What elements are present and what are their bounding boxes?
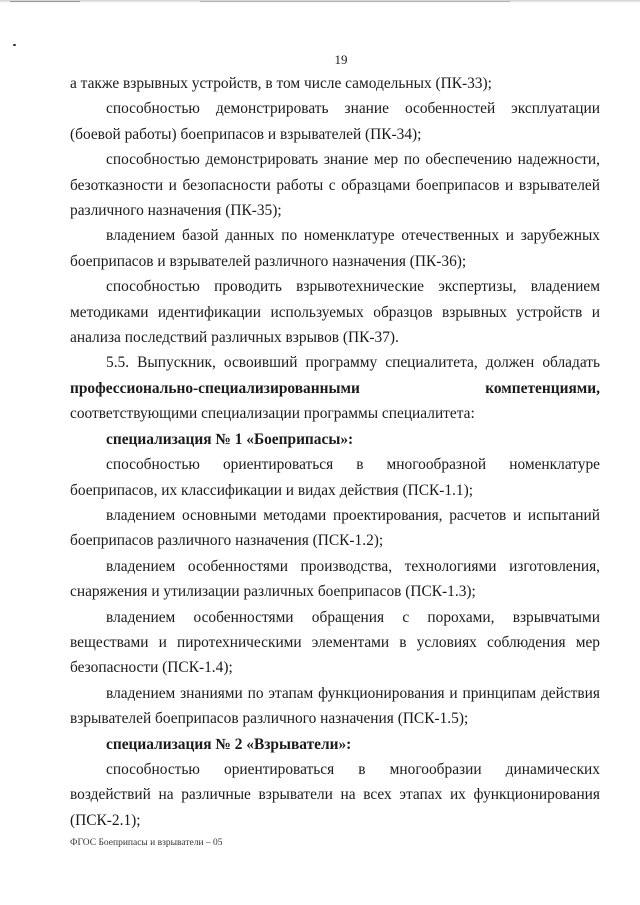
scan-artifact-line [200,1,510,2]
specialization-1-heading: специализация № 1 «Боеприпасы»: [106,430,354,448]
paragraph: способностью демонстрировать знание особенностей эксплуатации (боевой работы) боеприпасов и взрывателей (ПК-34); [70,100,600,143]
page-number: 19 [334,52,348,67]
scan-artifact-line [10,1,80,2]
document-body [70,71,600,833]
list-item: владением знаниями по этапам функционирования и принципам действия взрывателей боеприпасов различного назначения (ПСК-1.5); [70,684,600,728]
list-item: способностью ориентироваться в многообразной номенклатуре боеприпасов, их классификации и видах действия (ПСК-1.1); [70,456,600,499]
list-item: владением особенностями производства, технологиями изготовления, снаряжения и утилизации различных боеприпасов (ПСК-1.3); [70,557,600,601]
list-item: владением основными методами проектирования, расчетов и испытаний боеприпасов различного назначения (ПСК-1.2); [70,506,600,550]
page-footer: ФГОС Боеприпасы и взрыватели – 05 [70,838,223,848]
paragraph: способностью демонстрировать знание мер по обеспечению надежности, безотказности и безопасности работы с образцами боеприпасов и взрывателей различного назначения (ПК-35); [70,151,600,220]
list-item: способностью ориентироваться в многообразии динамических воздействий на различные взрыватели на всех этапах их функционирования (ПСК-2.1); [70,760,600,829]
paragraph: владением базой данных по номенклатуре отечественных и зарубежных боеприпасов и взрывателей различного назначения (ПК-36); [70,227,600,270]
specialization-2-heading: специализация № 2 «Взрыватели»: [106,735,352,753]
section-5-5-paragraph [70,350,600,426]
section-intro: 5.5. Выпускник, освоивший программу специалитета, должен обладать [106,354,600,372]
paragraph: способностью проводить взрывотехнические экспертизы, владением методиками идентификации используемых образцов взрывных устройств и анализа последствий различных взрывов (ПК-37). [70,278,600,347]
paragraph: а также взрывных устройств, в том числе самодельных (ПК-33); [70,75,492,92]
section-rest: соответствующими специализации программы специалитета: [70,405,475,423]
list-item: владением особенностями обращения с порохами, взрывчатыми веществами и пиротехническими элементами в условиях соблюдения мер безопасности (ПСК-1.4); [70,608,600,677]
scan-speck [13,44,16,46]
section-bold-term: профессионально-специализированными компетенциями, [70,379,600,397]
